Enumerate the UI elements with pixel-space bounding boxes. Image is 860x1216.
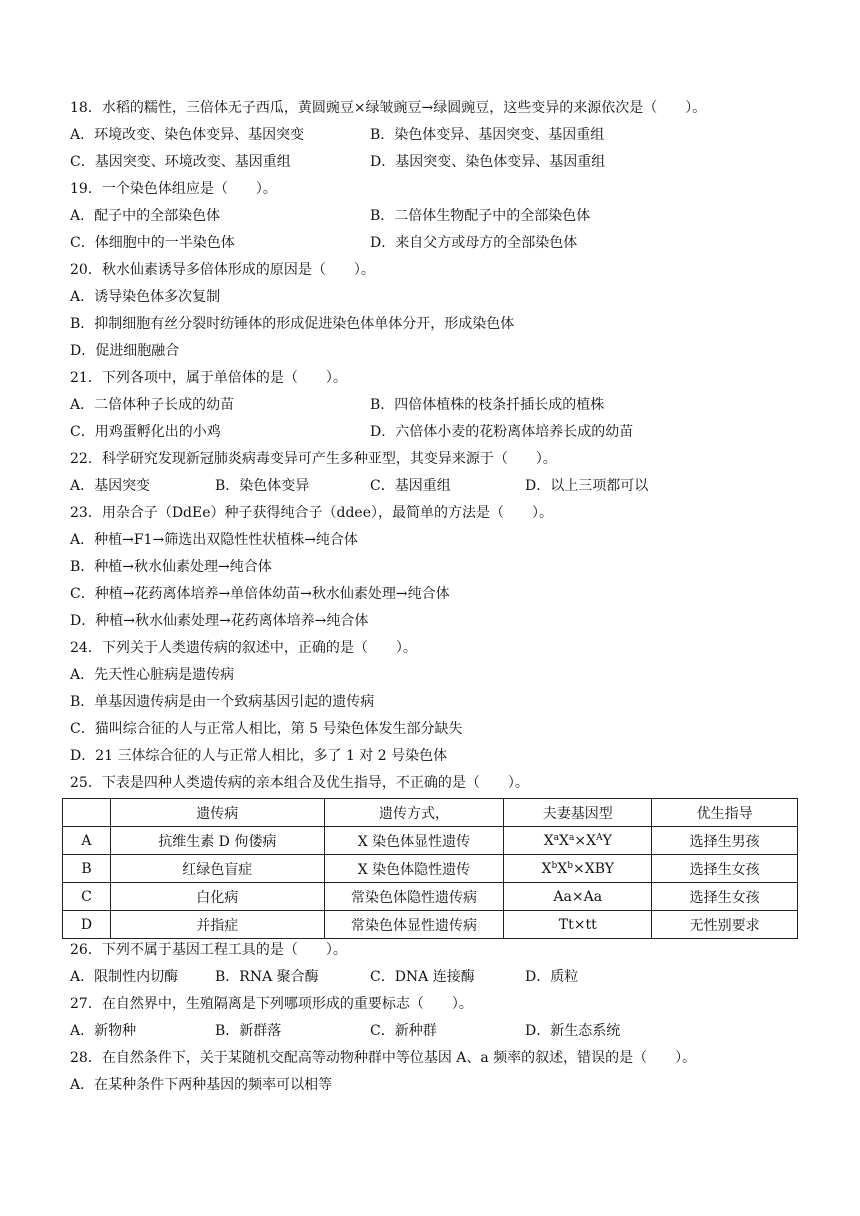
question-18-option-c: C．基因突变、环境改变、基因重组: [70, 154, 291, 170]
genotype-part: X: [541, 860, 552, 877]
question-27-option-a: A．新物种: [70, 1023, 137, 1039]
question-22-option-a: A．基因突变: [70, 478, 151, 494]
question-27-option-d: D．新生态系统: [525, 1023, 621, 1039]
table-row: [63, 855, 798, 883]
question-26-stem: 26．下列不属于基因工程工具的是（ ）。: [70, 942, 347, 958]
genotype-superscript: a: [569, 832, 575, 843]
table-header-blank: [63, 799, 111, 827]
question-22-option-b: B．染色体变异: [215, 478, 310, 494]
question-24-option-b: B．单基因遗传病是由一个致病基因引起的遗传病: [70, 694, 375, 710]
question-26-option-d: D．质粒: [525, 969, 579, 985]
question-26-option-c: C．DNA 连接酶: [370, 969, 475, 985]
question-28-option-a: A．在某种条件下两种基因的频率可以相等: [70, 1077, 333, 1093]
question-26-option-b: B．RNA 聚合酶: [215, 969, 319, 985]
genotype-part: X: [543, 832, 554, 849]
question-20-option-a: A．诱导染色体多次复制: [70, 289, 221, 305]
question-21-option-c: C．用鸡蛋孵化出的小鸡: [70, 424, 221, 440]
table-header-disease: 遗传病: [110, 799, 324, 827]
question-21-option-a: A．二倍体种子长成的幼苗: [70, 397, 235, 413]
question-23-option-b: B．种植→秋水仙素处理→纯合体: [70, 559, 272, 575]
question-24-option-d: D．21 三体综合征的人与正常人相比，多了 1 对 2 号染色体: [70, 748, 448, 764]
question-26-option-a: A．限制性内切酶: [70, 969, 179, 985]
question-27-stem: 27．在自然界中，生殖隔离是下列哪项形成的重要标志（ ）。: [70, 996, 473, 1012]
genotype-cell: Aa×Aa: [504, 883, 652, 911]
question-23-option-d: D．种植→秋水仙素处理→花药离体培养→纯合体: [70, 613, 369, 629]
genotype-superscript: a: [553, 832, 560, 843]
advice-cell: 选择生男孩: [652, 827, 798, 855]
table-row: [63, 827, 798, 855]
question-24-stem: 24．下列关于人类遗传病的叙述中，正确的是（ ）。: [70, 640, 417, 656]
row-label: B: [63, 855, 111, 883]
genetic-disease-table: [62, 798, 798, 939]
disease-cell: 红绿色盲症: [110, 855, 324, 883]
inheritance-mode-cell: X 染色体显性遗传: [324, 827, 504, 855]
genotype-part: X: [559, 832, 569, 849]
genotype-part: X: [557, 860, 568, 877]
question-21-option-b: B．四倍体植株的枝条扦插长成的植株: [370, 397, 605, 413]
question-19-stem: 19．一个染色体组应是（ ）。: [70, 181, 277, 197]
question-19-option-d: D．来自父方或母方的全部染色体: [370, 235, 578, 251]
table-header-genotype: 夫妻基因型: [504, 799, 652, 827]
question-23-stem: 23．用杂合子（DdEe）种子获得纯合子（ddee），最简单的方法是（ ）。: [70, 505, 553, 521]
question-22-option-c: C．基因重组: [370, 478, 451, 494]
question-24-option-c: C．猫叫综合征的人与正常人相比，第 5 号染色体发生部分缺失: [70, 721, 463, 737]
table-row: [63, 883, 798, 911]
advice-cell: 选择生女孩: [652, 883, 798, 911]
question-27-option-c: C．新种群: [370, 1023, 437, 1039]
question-25-stem: 25．下表是四种人类遗传病的亲本组合及优生指导，不正确的是（ ）。: [70, 775, 529, 791]
question-27-option-b: B．新群落: [215, 1023, 282, 1039]
inheritance-mode-cell: 常染色体隐性遗传病: [324, 883, 504, 911]
genotype-part: ×X: [574, 832, 597, 849]
table-row: [63, 911, 798, 939]
question-21-option-d: D．六倍体小麦的花粉离体培养长成的幼苗: [370, 424, 634, 440]
row-label: A: [63, 827, 111, 855]
disease-cell: 抗维生素 D 佝偻病: [110, 827, 324, 855]
row-label: C: [63, 883, 111, 911]
question-23-option-c: C．种植→花药离体培养→单倍体幼苗→秋水仙素处理→纯合体: [70, 586, 450, 602]
question-23-option-a: A．种植→F1→筛选出双隐性性状植株→纯合体: [70, 532, 358, 548]
question-18-stem: 18．水稻的糯性，三倍体无子西瓜，黄圆豌豆×绿皱豌豆→绿圆豌豆，这些变异的来源依次是（ ）。: [70, 100, 707, 116]
question-22-option-d: D．以上三项都可以: [525, 478, 649, 494]
genotype-cell: Tt×tt: [504, 911, 652, 939]
question-21-stem: 21．下列各项中，属于单倍体的是（ ）。: [70, 370, 347, 386]
disease-cell: 白化病: [110, 883, 324, 911]
genotype-superscript: A: [596, 832, 603, 843]
question-18-option-b: B．染色体变异、基因突变、基因重组: [370, 127, 605, 143]
inheritance-mode-cell: X 染色体隐性遗传: [324, 855, 504, 883]
question-20-stem: 20．秋水仙素诱导多倍体形成的原因是（ ）。: [70, 262, 375, 278]
advice-cell: 无性别要求: [652, 911, 798, 939]
table-header-advice: 优生指导: [652, 799, 798, 827]
inheritance-mode-cell: 常染色体显性遗传病: [324, 911, 504, 939]
disease-cell: 并指症: [110, 911, 324, 939]
question-22-stem: 22．科学研究发现新冠肺炎病毒变异可产生多种亚型，其变异来源于（ ）。: [70, 451, 557, 467]
question-19-option-b: B．二倍体生物配子中的全部染色体: [370, 208, 591, 224]
genotype-cell: [504, 855, 652, 883]
table-header-row: [63, 799, 798, 827]
genotype-superscript: b: [567, 860, 573, 871]
question-18-option-d: D．基因突变、染色体变异、基因重组: [370, 154, 606, 170]
question-24-option-a: A．先天性心脏病是遗传病: [70, 667, 235, 683]
question-19-option-c: C．体细胞中的一半染色体: [70, 235, 235, 251]
question-20-option-d: D．促进细胞融合: [70, 343, 180, 359]
genotype-part: ×XBY: [573, 860, 614, 877]
question-19-option-a: A．配子中的全部染色体: [70, 208, 221, 224]
genotype-superscript: b: [551, 860, 558, 871]
genotype-cell: [504, 827, 652, 855]
genotype-part: Y: [602, 832, 612, 849]
question-18-option-a: A．环境改变、染色体变异、基因突变: [70, 127, 305, 143]
question-28-stem: 28．在自然条件下，关于某随机交配高等动物种群中等位基因 A、a 频率的叙述，错误的是（ ）。: [70, 1050, 697, 1066]
table-header-mode: 遗传方式，: [324, 799, 504, 827]
question-20-option-b: B．抑制细胞有丝分裂时纺锤体的形成促进染色体单体分开，形成染色体: [70, 316, 515, 332]
row-label: D: [63, 911, 111, 939]
advice-cell: 选择生女孩: [652, 855, 798, 883]
